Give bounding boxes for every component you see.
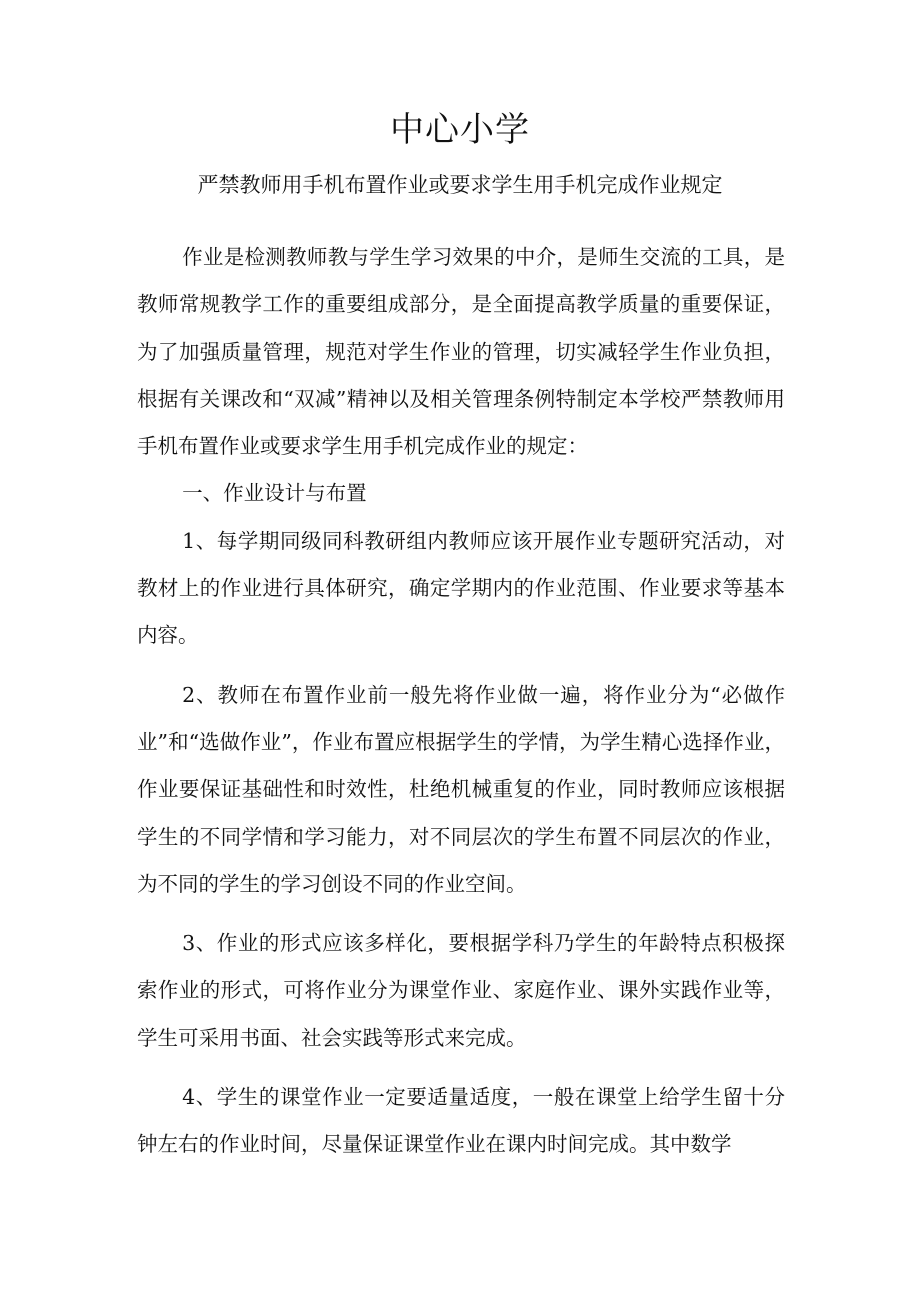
paragraph-item-1: 1、每学期同级同科教研组内教师应该开展作业专题研究活动，对教材上的作业进行具体研究，确定学期内的作业范围、作业要求等基本内容。 bbox=[137, 528, 785, 648]
document-subtitle: 严禁教师用手机布置作业或要求学生用手机完成作业规定 bbox=[197, 173, 723, 197]
paragraph-item-3: 3、作业的形式应该多样化，要根据学科乃学生的年龄特点积极探索作业的形式，可将作业分为课堂作业、家庭作业、课外实践作业等，学生可采用书面、社会实践等形式来完成。 bbox=[137, 931, 785, 1050]
paragraph-item-4: 4、学生的课堂作业一定要适量适度，一般在课堂上给学生留十分钟左右的作业时间，尽量保证课堂作业在课内时间完成。其中数学 bbox=[137, 1085, 785, 1157]
paragraph-item-2: 2、教师在布置作业前一般先将作业做一遍，将作业分为“必做作业”和“选做作业”，作业布置应根据学生的学情，为学生精心选择作业，作业要保证基础性和时效性，杜绝机械重复的作业，同时教师应该根据学生的不同学情和学习能力，对不同层次的学生布置不同层次的作业，为不同的学生的学习创设不同的作业空间。 bbox=[137, 682, 785, 896]
paragraph-intro: 作业是检测教师教与学生学习效果的中介，是师生交流的工具，是教师常规教学工作的重要组成部分，是全面提高教学质量的重要保证，为了加强质量管理，规范对学生作业的管理，切实减轻学生作业负担，根据有关课改和“双减”精神以及相关管理条例特制定本学校严禁教师用手机布置作业或要求学生用手机完成作业的规定： bbox=[137, 245, 785, 459]
document-title: 中心小学 bbox=[390, 110, 530, 150]
section-heading-1: 一、作业设计与布置 bbox=[182, 481, 367, 506]
document-body bbox=[137, 234, 785, 1169]
